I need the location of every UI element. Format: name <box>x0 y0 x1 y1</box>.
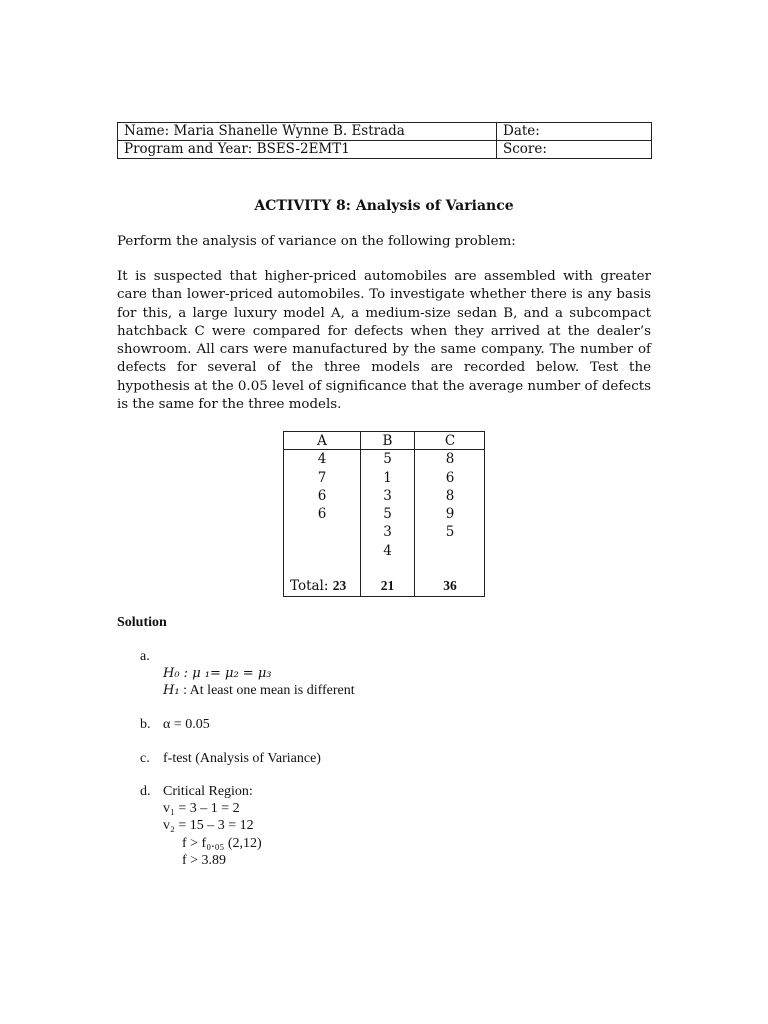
table-cell: 3 <box>383 487 392 504</box>
step-b-label: b. <box>140 717 151 732</box>
table-cell: 5 <box>383 451 392 468</box>
critical-value: f > 3.89 <box>182 853 227 868</box>
test-statistic: f-test (Analysis of Variance) <box>163 751 321 766</box>
total-a <box>290 578 360 594</box>
column-b <box>361 432 414 560</box>
table-cell: 8 <box>445 451 455 468</box>
defects-table <box>283 431 485 597</box>
table-cell: 5 <box>445 524 455 541</box>
problem-statement: It is suspected that higher-priced automobiles are assembled with greater care than lower-priced automobiles. To investigate whether there is any basis for this, a large luxury model A, a medium-size sedan B, and a subcompact hatchback C were compared for defects when they arrived at the dealer’s showroom. All cars were manufactured by the same company. The number of defects for several of the three models are recorded below. Test the hypothesis at the 0.05 level of significance that the average number of defects is the same for the three models. <box>117 269 651 413</box>
column-c <box>415 432 485 542</box>
h1-text: : At least one mean is different <box>179 683 355 698</box>
table-cell: 6 <box>317 487 327 504</box>
instructions: Perform the analysis of variance on the following problem: <box>117 234 516 249</box>
total-value: 23 <box>332 578 347 593</box>
column-header: C <box>444 433 456 449</box>
activity-title <box>0 198 768 214</box>
table-cell: 1 <box>383 469 392 486</box>
table-cell: 3 <box>383 524 392 541</box>
table-cell: 6 <box>445 469 455 486</box>
table-cell: 4 <box>383 542 392 559</box>
column-a <box>284 432 360 523</box>
significance-level: α = 0.05 <box>163 717 210 732</box>
step-c-label: c. <box>140 751 150 766</box>
total-label: Total: <box>290 578 329 594</box>
column-header: B <box>382 433 393 449</box>
column-header: A <box>317 433 327 449</box>
step-d-label: d. <box>140 784 151 799</box>
table-cell: 6 <box>317 506 327 523</box>
table-cell: 9 <box>445 506 455 523</box>
date-field: Date: <box>497 123 652 141</box>
activity-number: ACTIVITY 8 <box>254 198 346 214</box>
student-name: Name: Maria Shanelle Wynne B. Estrada <box>118 123 497 141</box>
activity-topic: : Analysis of Variance <box>345 198 514 214</box>
table-cell: 8 <box>445 487 455 504</box>
total-b: 21 <box>380 578 395 593</box>
table-cell: 4 <box>317 451 327 468</box>
score-field: Score: <box>497 141 652 159</box>
student-info-table <box>117 122 652 159</box>
degrees-of-freedom-1: v₁ = 3 – 1 = 2 <box>163 801 240 816</box>
h1-symbol: H₁ <box>163 683 180 698</box>
critical-region-heading: Critical Region: <box>163 784 253 799</box>
total-c: 36 <box>443 578 457 593</box>
null-hypothesis: H₀ : μ ₁= μ₂ = μ₃ <box>163 666 272 681</box>
critical-condition: f > f₀.₀₅ (2,12) <box>182 836 262 851</box>
table-cell: 5 <box>383 506 392 523</box>
degrees-of-freedom-2: v₂ = 15 – 3 = 12 <box>163 818 254 833</box>
alt-hypothesis <box>163 683 355 699</box>
table-cell: 7 <box>317 469 327 486</box>
step-a-label: a. <box>140 649 150 664</box>
solution-heading: Solution <box>117 615 167 630</box>
program-year: Program and Year: BSES-2EMT1 <box>118 141 497 159</box>
